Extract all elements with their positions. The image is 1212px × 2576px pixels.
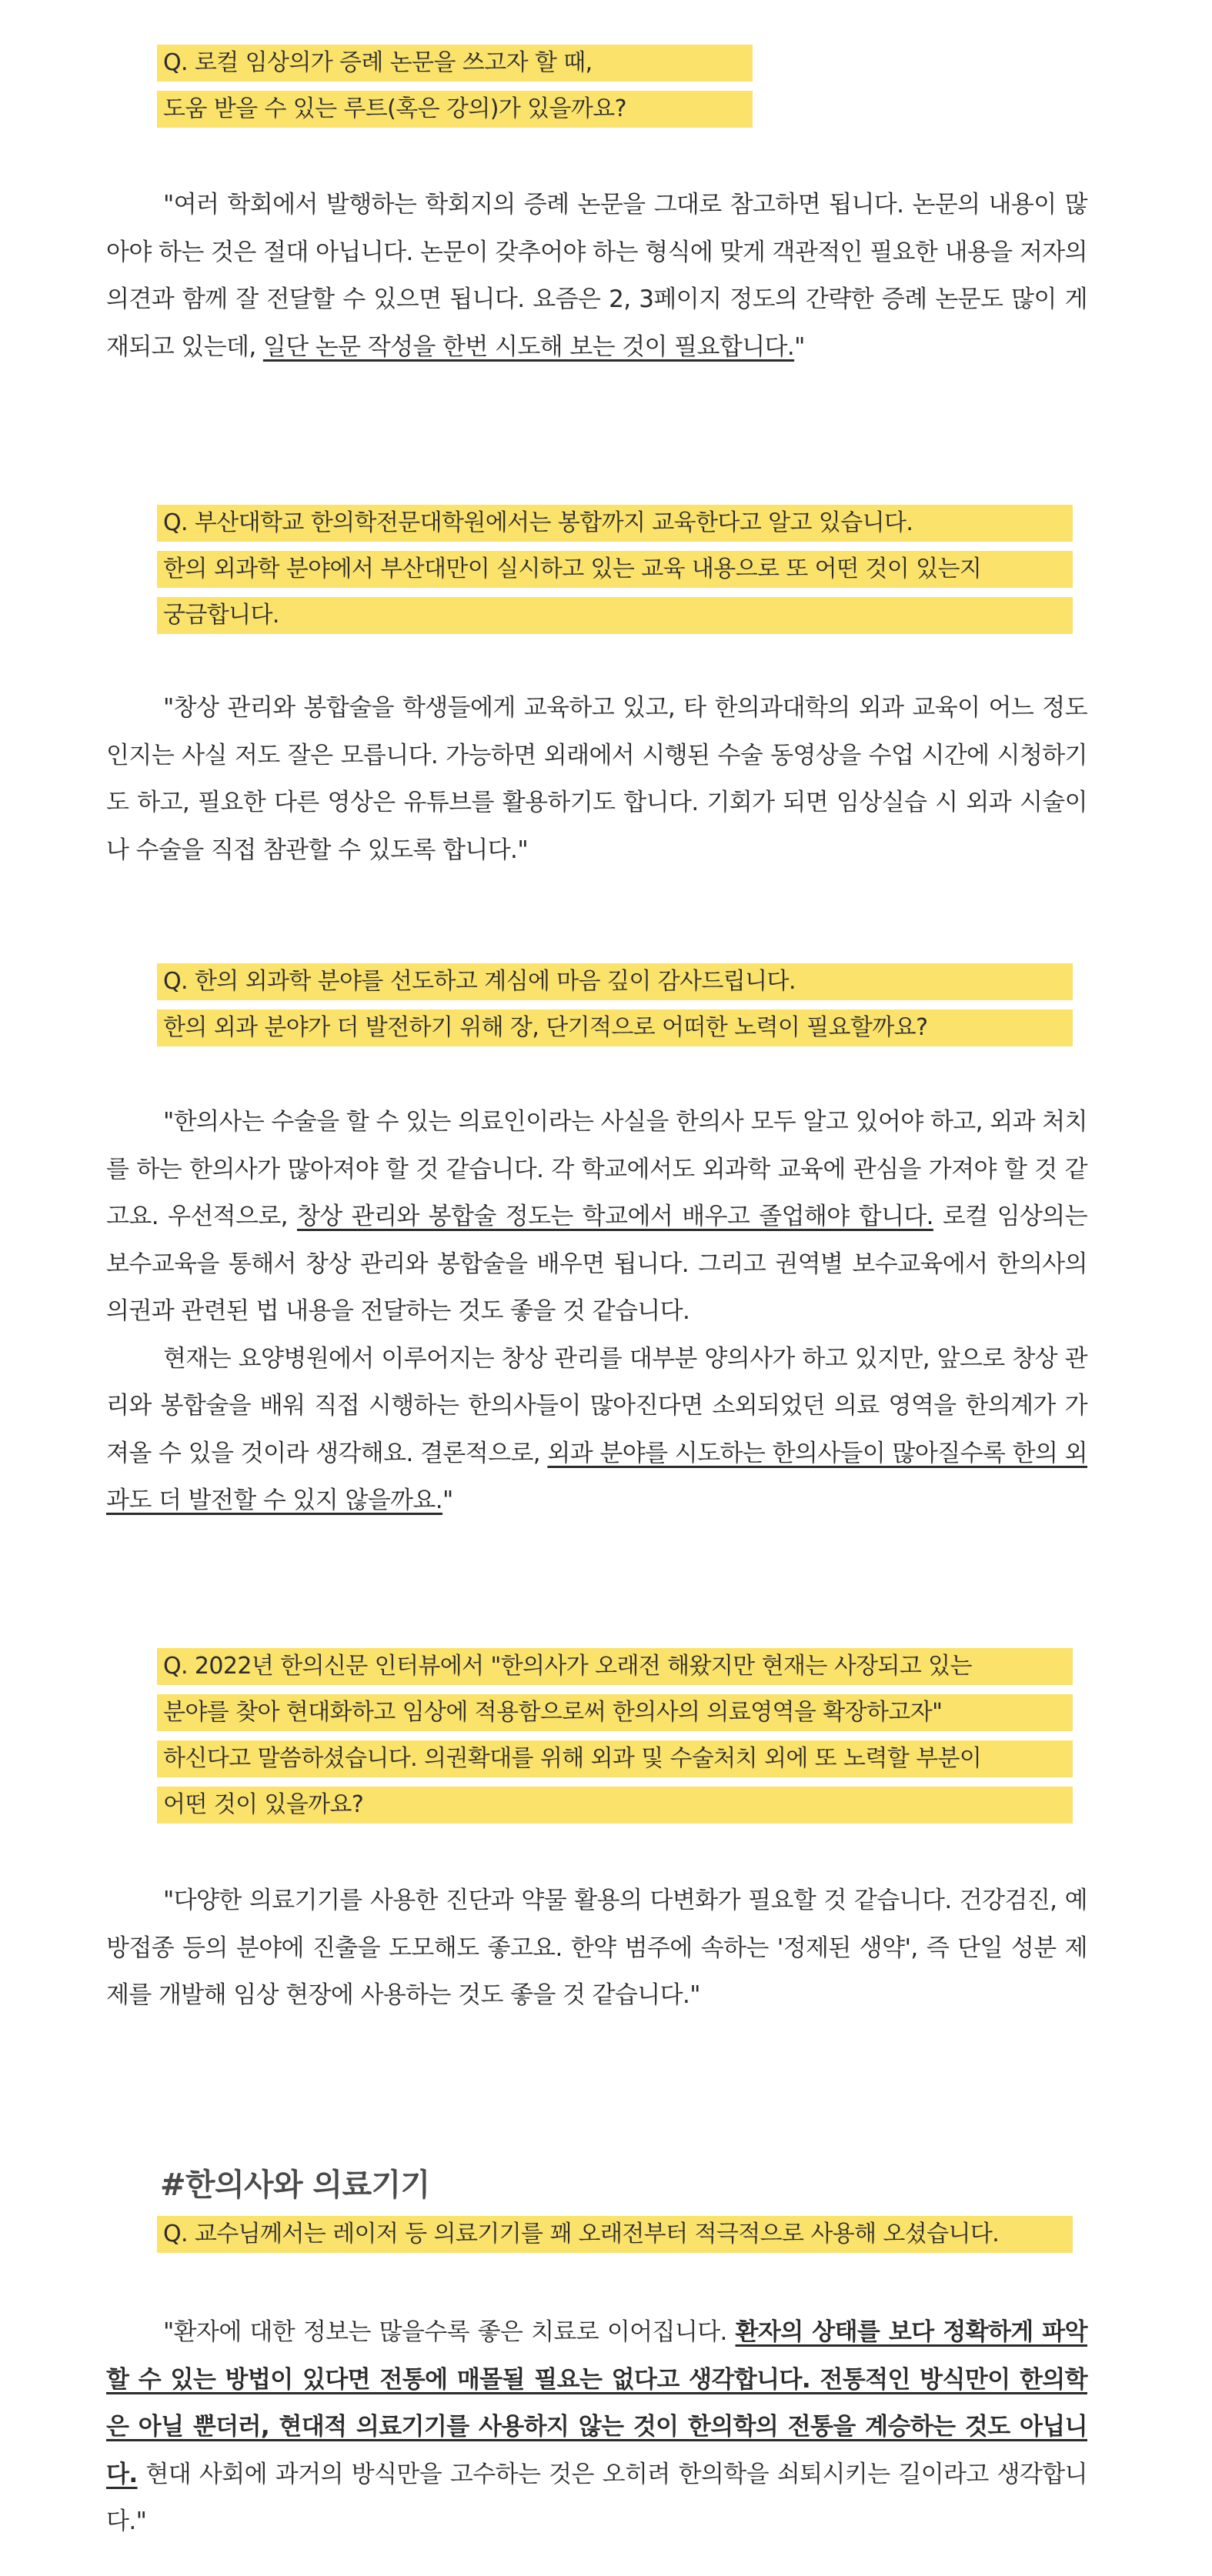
question-line: 하신다고 말씀하셨습니다. 의권확대를 위해 외과 및 수술처치 외에 또 노력할 부분이 xyxy=(157,1740,1073,1777)
answer-text: 로컬 임상의는 보수교육을 통해서 창상 관리와 봉합술을 배우면 됩니다. 그리고 권역별 보수교육에서 한의사의 의권과 관련된 법 내용을 전달하는 것도 좋을 것 같습니다. xyxy=(106,1203,1087,1325)
answer-paragraph xyxy=(106,1336,1087,1525)
question-line: 도움 받을 수 있는 루트(혹은 강의)가 있을까요? xyxy=(157,91,753,128)
question-line: 한의 외과 분야가 더 발전하기 위해 장, 단기적으로 어떠한 노력이 필요할까요? xyxy=(157,1009,1073,1046)
answer-paragraph xyxy=(106,685,1087,874)
answer-block-4 xyxy=(106,1877,1087,2020)
answer-block-2 xyxy=(106,685,1087,874)
section-heading: #한의사와 의료기기 xyxy=(160,2167,430,2203)
question-line: Q. 한의 외과학 분야를 선도하고 계심에 마음 깊이 감사드립니다. xyxy=(157,963,1073,1000)
answer-text: "창상 관리와 봉합술을 학생들에게 교육하고 있고, 타 한의과대학의 외과 교육이 어느 정도인지는 사실 저도 잘은 모릅니다. 가능하면 외래에서 시행된 수술 동영상을 수업 시간에 시청하기도 하고, 필요한 다른 영상은 유튜브를 활용하기도 합니다. 기회가 되면 임상실습 시 외과 시술이나 수술을 직접 참관할 수 있도록 합니다." xyxy=(106,694,1087,864)
question-line: 궁금합니다. xyxy=(157,597,1073,634)
question-block-2 xyxy=(157,505,1073,643)
answer-block-3 xyxy=(106,1099,1087,1525)
question-line: 한의 외과학 분야에서 부산대만이 실시하고 있는 교육 내용으로 또 어떤 것이 있는지 xyxy=(157,551,1073,588)
answer-underlined-text: 창상 관리와 봉합술 정도는 학교에서 배우고 졸업해야 합니다. xyxy=(296,1203,933,1230)
answer-paragraph xyxy=(106,1877,1087,2020)
answer-text: 현재는 요양병원에서 이루어지는 창상 관리를 대부분 양의사가 하고 있지만, 앞으로 창상 관리와 봉합술을 배워 직접 시행하는 한의사들이 많아진다면 소외되었던 의료 영역을 한의계가 가져올 수 있을 것이라 생각해요. 결론적으로, xyxy=(106,1344,1087,1467)
question-line: 분야를 찾아 현대화하고 임상에 적용함으로써 한의사의 의료영역을 확장하고자" xyxy=(157,1694,1073,1731)
question-line: 어떤 것이 있을까요? xyxy=(157,1787,1073,1824)
answer-text: "한의사는 수술을 할 수 있는 의료인이라는 사실을 한의사 모두 알고 있어야 하고, 외과 처치를 하는 한의사가 많아져야 할 것 같습니다. 각 학교에서도 외과학 교육에 관심을 가져야 할 것 같고요. 우선적으로, xyxy=(106,1108,1087,1230)
question-block-5 xyxy=(157,2216,1073,2262)
question-block-3 xyxy=(157,963,1073,1056)
answer-paragraph xyxy=(106,2309,1087,2546)
answer-text: "여러 학회에서 발행하는 학회지의 증례 논문을 그대로 참고하면 됩니다. 논문의 내용이 많아야 하는 것은 절대 아닙니다. 논문이 갖추어야 하는 형식에 맞게 객관적인 필요한 내용을 저자의 의견과 함께 잘 전달할 수 있으면 됩니다. 요즘은 2, 3페이지 정도의 간략한 증례 논문도 많이 게재되고 있는데, xyxy=(106,191,1087,361)
question-block-4 xyxy=(157,1648,1073,1833)
answer-underlined-text: 일단 논문 작성을 한번 시도해 보는 것이 필요합니다. xyxy=(262,332,795,361)
answer-text: " xyxy=(442,1487,453,1514)
answer-underlined-text: 외과 분야를 시도하는 한의사들이 많아질수록 한의 외과도 더 발전할 수 있지 않을까요. xyxy=(106,1439,1087,1514)
answer-paragraph xyxy=(106,1099,1087,1336)
answer-block-1 xyxy=(106,182,1087,371)
question-line: Q. 부산대학교 한의학전문대학원에서는 봉합까지 교육한다고 알고 있습니다. xyxy=(157,505,1073,542)
question-block-1 xyxy=(157,45,753,137)
answer-block-5 xyxy=(106,2309,1087,2546)
question-line: Q. 교수님께서는 레이저 등 의료기기를 꽤 오래전부터 적극적으로 사용해 오셨습니다. xyxy=(157,2216,1073,2253)
answer-text: "다양한 의료기기를 사용한 진단과 약물 활용의 다변화가 필요할 것 같습니다. 건강검진, 예방접종 등의 분야에 진출을 도모해도 좋고요. 한약 범주에 속하는 '정제된 생약', 즉 단일 성분 제제를 개발해 임상 현장에 사용하는 것도 좋을 것 같습니다." xyxy=(106,1887,1087,2009)
question-line: Q. 2022년 한의신문 인터뷰에서 "한의사가 오래전 해왔지만 현재는 사장되고 있는 xyxy=(157,1648,1073,1685)
answer-paragraph xyxy=(106,182,1087,371)
answer-bold-underlined-text: 환자의 상태를 보다 정확하게 파악할 수 있는 방법이 있다면 전통에 매몰될 필요는 없다고 생각합니다. 전통적인 방식만이 한의학은 아닐 뿐더러, 현대적 의료기기를 사용하지 않는 것이 한의학의 전통을 계승하는 것도 아닙니다. xyxy=(106,2318,1087,2488)
question-line: Q. 로컬 임상의가 증례 논문을 쓰고자 할 때, xyxy=(157,45,753,82)
answer-text: "환자에 대한 정보는 많을수록 좋은 치료로 이어집니다. xyxy=(163,2318,736,2346)
answer-text: 현대 사회에 과거의 방식만을 고수하는 것은 오히려 한의학을 쇠퇴시키는 길이라고 생각합니다." xyxy=(106,2460,1087,2535)
answer-text: " xyxy=(794,332,805,361)
